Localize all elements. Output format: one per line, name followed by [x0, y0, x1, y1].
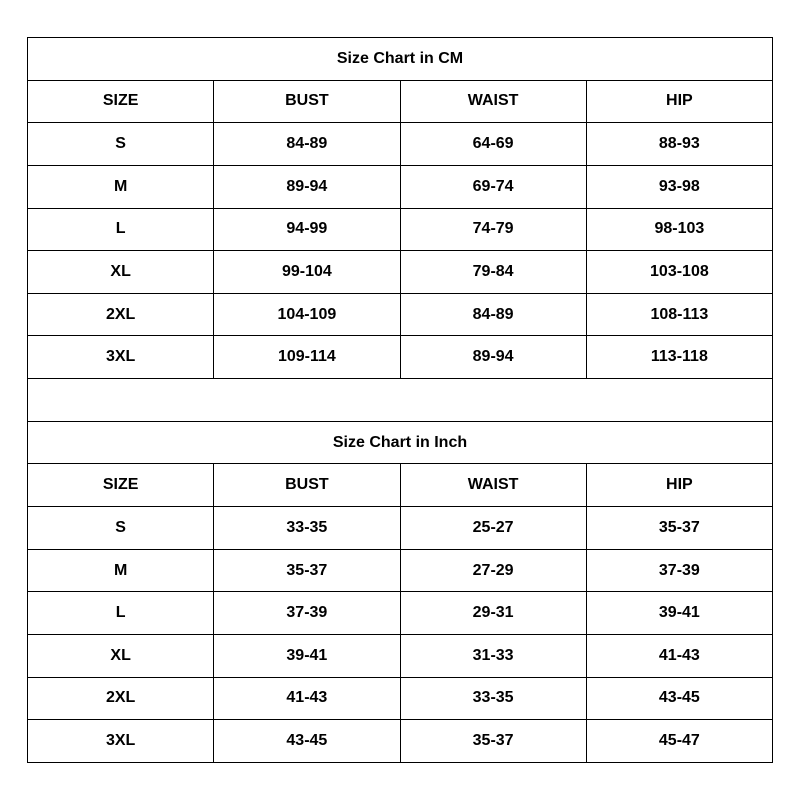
inch-waist-cell: 27-29 [400, 549, 586, 592]
inch-waist-cell: 29-31 [400, 592, 586, 635]
cm-hip-cell: 103-108 [586, 251, 772, 294]
cm-header-size: SIZE [28, 80, 214, 123]
cm-waist-cell: 79-84 [400, 251, 586, 294]
inch-hip-cell: 41-43 [586, 634, 772, 677]
cm-hip-cell: 88-93 [586, 123, 772, 166]
inch-header-hip: HIP [586, 464, 772, 507]
cm-hip-cell: 113-118 [586, 336, 772, 379]
cm-bust-cell: 89-94 [214, 165, 400, 208]
cm-hip-cell: 108-113 [586, 293, 772, 336]
table-row [28, 123, 773, 166]
inch-header-size: SIZE [28, 464, 214, 507]
cm-waist-cell: 74-79 [400, 208, 586, 251]
inch-waist-cell: 35-37 [400, 720, 586, 763]
cm-hip-cell: 93-98 [586, 165, 772, 208]
table-row [28, 720, 773, 763]
inch-title-row [28, 421, 773, 464]
cm-header-hip: HIP [586, 80, 772, 123]
cm-header-row [28, 80, 773, 123]
inch-header-bust: BUST [214, 464, 400, 507]
cm-header-bust: BUST [214, 80, 400, 123]
inch-size-cell: XL [28, 634, 214, 677]
table-row [28, 634, 773, 677]
table-row [28, 677, 773, 720]
inch-bust-cell: 37-39 [214, 592, 400, 635]
cm-bust-cell: 109-114 [214, 336, 400, 379]
cm-size-cell: S [28, 123, 214, 166]
inch-hip-cell: 43-45 [586, 677, 772, 720]
table-row [28, 507, 773, 550]
inch-bust-cell: 43-45 [214, 720, 400, 763]
cm-waist-cell: 89-94 [400, 336, 586, 379]
inch-waist-cell: 33-35 [400, 677, 586, 720]
cm-bust-cell: 84-89 [214, 123, 400, 166]
inch-hip-cell: 45-47 [586, 720, 772, 763]
size-chart-table [27, 37, 773, 763]
inch-header-waist: WAIST [400, 464, 586, 507]
inch-waist-cell: 31-33 [400, 634, 586, 677]
table-row [28, 293, 773, 336]
cm-bust-cell: 104-109 [214, 293, 400, 336]
cm-waist-cell: 84-89 [400, 293, 586, 336]
inch-hip-cell: 35-37 [586, 507, 772, 550]
table-row [28, 165, 773, 208]
cm-waist-cell: 64-69 [400, 123, 586, 166]
inch-size-cell: S [28, 507, 214, 550]
table-row [28, 336, 773, 379]
inch-chart-title: Size Chart in Inch [28, 421, 773, 464]
inch-size-cell: L [28, 592, 214, 635]
cm-title-row [28, 38, 773, 81]
cm-header-waist: WAIST [400, 80, 586, 123]
inch-waist-cell: 25-27 [400, 507, 586, 550]
cm-size-cell: 3XL [28, 336, 214, 379]
inch-bust-cell: 35-37 [214, 549, 400, 592]
inch-bust-cell: 41-43 [214, 677, 400, 720]
inch-hip-cell: 37-39 [586, 549, 772, 592]
cm-hip-cell: 98-103 [586, 208, 772, 251]
cm-bust-cell: 99-104 [214, 251, 400, 294]
section-spacer [28, 379, 773, 422]
section-spacer-row [28, 379, 773, 422]
table-row [28, 549, 773, 592]
cm-waist-cell: 69-74 [400, 165, 586, 208]
cm-chart-title: Size Chart in CM [28, 38, 773, 81]
cm-size-cell: XL [28, 251, 214, 294]
inch-size-cell: M [28, 549, 214, 592]
cm-size-cell: L [28, 208, 214, 251]
table-row [28, 208, 773, 251]
inch-bust-cell: 39-41 [214, 634, 400, 677]
cm-size-cell: 2XL [28, 293, 214, 336]
inch-hip-cell: 39-41 [586, 592, 772, 635]
inch-size-cell: 3XL [28, 720, 214, 763]
table-row [28, 251, 773, 294]
inch-bust-cell: 33-35 [214, 507, 400, 550]
table-row [28, 592, 773, 635]
inch-header-row [28, 464, 773, 507]
inch-size-cell: 2XL [28, 677, 214, 720]
cm-bust-cell: 94-99 [214, 208, 400, 251]
cm-size-cell: M [28, 165, 214, 208]
